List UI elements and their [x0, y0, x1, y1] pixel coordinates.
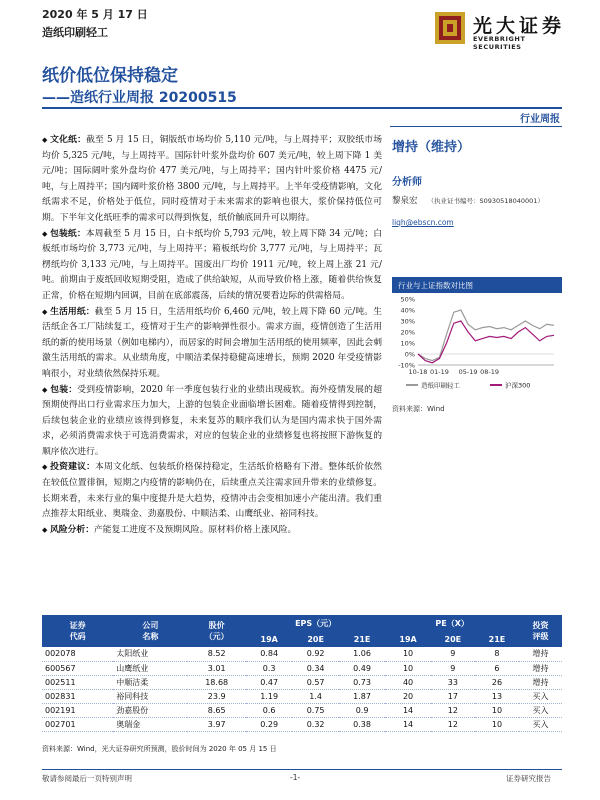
- table-cell: 山鹰纸业: [113, 661, 187, 675]
- table-cell: 23.9: [187, 689, 246, 703]
- chart-plot: [392, 293, 562, 397]
- paragraph-culture-paper: [42, 133, 382, 227]
- table-cell: 0.84: [246, 647, 292, 661]
- table-cell: 14: [385, 703, 431, 717]
- industry-category: 造纸印刷轻工: [42, 26, 108, 39]
- paragraph-text: 产能复工进度不及预期风险。原材料价格上涨风险。: [94, 524, 297, 535]
- paragraph-lead: 包装纸：: [50, 228, 86, 239]
- y-tick-label: 10%: [400, 339, 415, 348]
- table-cell: 33: [431, 675, 475, 689]
- paragraph-lead: 包装：: [50, 384, 78, 395]
- analyst-name: 黎泉宏: [392, 196, 418, 206]
- table-cell: 002511: [42, 675, 113, 689]
- table-header: 19A: [246, 631, 292, 647]
- table-cell: 12: [431, 703, 475, 717]
- table-cell: 13: [475, 689, 519, 703]
- table-row: [42, 675, 562, 689]
- paragraph-investment-advice: [42, 460, 382, 522]
- everbright-logo-icon: [433, 10, 467, 46]
- table-cell: 0.34: [292, 661, 338, 675]
- table-cell: 买入: [519, 689, 562, 703]
- table-header: 公司 名称: [113, 615, 187, 647]
- y-tick-label: 20%: [400, 328, 415, 337]
- everbright-logo: [433, 8, 573, 51]
- table-cell: 中顺洁柔: [113, 675, 187, 689]
- analyst-email-link[interactable]: liqh@ebscn.com: [392, 218, 454, 227]
- table-cell: 0.32: [292, 717, 338, 731]
- table-header: 21E: [475, 631, 519, 647]
- table-cell: 0.9: [339, 703, 385, 717]
- table-cell: 8.65: [187, 703, 246, 717]
- chart-title: 行业与上证指数对比图: [392, 277, 562, 293]
- report-date: 2020 年 5 月 17 日: [42, 8, 148, 21]
- y-tick-label: 40%: [400, 306, 415, 315]
- bullet-icon: ◆: [42, 136, 48, 144]
- paragraph-lead: 投资建议：: [50, 462, 96, 473]
- table-cell: 0.3: [246, 661, 292, 675]
- table-cell: 1.4: [292, 689, 338, 703]
- y-tick-label: 50%: [400, 295, 415, 304]
- table-header: 20E: [431, 631, 475, 647]
- table-cell: 18.68: [187, 675, 246, 689]
- table-header: 投资 评级: [519, 615, 562, 647]
- table-row: [42, 689, 562, 703]
- table-cell: 002831: [42, 689, 113, 703]
- analyst-cert: （执业证书编号：S0930518040001）: [427, 197, 544, 205]
- bullet-icon: ◆: [42, 229, 48, 238]
- table-cell: 002191: [42, 703, 113, 717]
- report-title: 纸价低位保持稳定: [42, 66, 178, 86]
- table-cell: 1.87: [339, 689, 385, 703]
- table-header: 19A: [385, 631, 431, 647]
- legend-label: 沪深300: [505, 381, 531, 390]
- footer-report-type: 证券研究报告: [506, 774, 551, 783]
- paragraph-text: 受到疫情影响，2020 年一季度包装行业的业绩出现疲软。海外疫情发展的超预期使得出口行业需求压力加大，上游的包装企业面临增长困难。随着疫情得到控制，后续包装企业的业绩应该得到修复，未来复苏的顺序我们认为是国内需求快于国外需求，必须消费需求快于可选消费需求，对应的包装企业的业绩修复也将按照下游恢复的顺序依次进行。: [42, 384, 382, 457]
- table-cell: 8: [475, 647, 519, 661]
- table-cell: 0.73: [339, 675, 385, 689]
- table-cell: 太阳纸业: [113, 647, 187, 661]
- footer-disclaimer: 敬请参阅最后一页特别声明: [42, 774, 132, 783]
- table-header: 股价 （元）: [187, 615, 246, 647]
- table-cell: 劲嘉股份: [113, 703, 187, 717]
- bullet-icon: ◆: [42, 525, 48, 534]
- table-cell: 增持: [519, 661, 562, 675]
- table-header: 20E: [292, 631, 338, 647]
- side-column: [392, 133, 562, 227]
- table-cell: 26: [475, 675, 519, 689]
- table-cell: 9: [431, 647, 475, 661]
- table-cell: 10: [475, 703, 519, 717]
- table-cell: 0.57: [292, 675, 338, 689]
- table-cell: 002701: [42, 717, 113, 731]
- table-cell: 9: [431, 661, 475, 675]
- analyst-line: [392, 194, 562, 206]
- table-cell: 14: [385, 717, 431, 731]
- x-tick-label: 10-18: [408, 368, 428, 376]
- table-cell: 0.29: [246, 717, 292, 731]
- table-cell: 10: [385, 647, 431, 661]
- table-cell: 裕同科技: [113, 689, 187, 703]
- table-cell: 600567: [42, 661, 113, 675]
- table-cell: 10: [475, 717, 519, 731]
- table-cell: 奥瑞金: [113, 717, 187, 731]
- paragraph-lead: 风险分析：: [50, 524, 94, 535]
- table-cell: 增持: [519, 647, 562, 661]
- table-cell: 3.97: [187, 717, 246, 731]
- paragraph-risk: [42, 523, 382, 539]
- table-cell: 0.49: [339, 661, 385, 675]
- table-cell: 买入: [519, 717, 562, 731]
- logo-text-cn: 光大证券: [473, 15, 566, 37]
- table-cell: 20: [385, 689, 431, 703]
- table-cell: 6: [475, 661, 519, 675]
- report-type-tag: 行业周报: [520, 114, 560, 125]
- x-tick-label: 01-19: [430, 368, 449, 376]
- table-cell: 增持: [519, 675, 562, 689]
- comparison-chart: [392, 277, 562, 397]
- paragraph-text: 本周文化纸、包装纸价格保持稳定，生活纸价格略有下滑。整体纸价依然在较低位置徘徊，短期之内疫情的影响仍在，后续重点关注需求回升带来的业绩修复。长期来看，未来行业的集中度提升是大趋势，疫情冲击会变相加速小产能出清。我们重点推荐太阳纸业、奥瑞金、劲嘉股份、中顺洁柔、山鹰纸业、裕同科技。: [42, 462, 382, 520]
- table-header-eps: EPS（元）: [246, 615, 385, 631]
- paragraph-lead: 生活用纸：: [50, 306, 95, 317]
- table-row: [42, 661, 562, 675]
- legend-label: 造纸印刷轻工: [421, 381, 460, 390]
- table-cell: 1.19: [246, 689, 292, 703]
- table-cell: 10: [385, 661, 431, 675]
- y-tick-label: 30%: [400, 317, 415, 326]
- table-source: 资料来源：Wind，光大证券研究所预测，股价时间为 2020 年 05 月 15 日: [42, 745, 277, 753]
- paragraph-packaging-paper: [42, 227, 382, 305]
- table-cell: 1.06: [339, 647, 385, 661]
- title-divider: [42, 107, 562, 109]
- table-header: 证券 代码: [42, 615, 113, 647]
- logo-text-en: EVERBRIGHT SECURITIES: [473, 35, 526, 51]
- paragraph-household-paper: [42, 305, 382, 383]
- table-cell: 17: [431, 689, 475, 703]
- table-cell: 3.01: [187, 661, 246, 675]
- chart-source: 资料来源：Wind: [392, 405, 445, 413]
- bullet-icon: ◆: [42, 463, 48, 472]
- table-cell: 8.52: [187, 647, 246, 661]
- analyst-heading: 分析师: [392, 177, 422, 188]
- footer-divider: [42, 769, 562, 770]
- y-tick-label: -10%: [398, 361, 415, 370]
- report-subtitle: ——造纸行业周报 20200515: [42, 90, 237, 106]
- table-cell: 12: [431, 717, 475, 731]
- rating: 增持（维持）: [392, 140, 471, 155]
- bullet-icon: ◆: [42, 385, 48, 394]
- report-type-divider: [390, 126, 562, 127]
- page-number: -1-: [290, 773, 301, 782]
- paragraph-text: 截至 5 月 15 日，生活用纸均价 6,460 元/吨，较上周下降 60 元/吨。生活纸企各工厂陆续复工，疫情对于生产的影响弹性很小。需求方面，疫情创造了生活用纸的新的使用场景（例如电梯内），而居家的时间会增加生活用纸的使用频率，因此会刺激生活用纸的需求。从业绩角度，中顺洁柔保持稳健高速增长，预期 2020 年受疫情影响很小，对业绩依然保持乐观。: [42, 306, 382, 379]
- table-cell: 0.75: [292, 703, 338, 717]
- stock-table: [42, 615, 562, 732]
- x-tick-label: 08-19: [480, 368, 500, 376]
- main-body: [42, 133, 382, 538]
- x-tick-label: 05-19: [458, 368, 478, 376]
- y-tick-label: 0%: [404, 350, 415, 359]
- paragraph-text: 截至 5 月 15 日，铜版纸市场均价 5,110 元/吨，与上周持平；双胶纸市场均价 5,325 元/吨，与上周持平。国际针叶浆外盘均价 607 美元/吨，较上周下降 1 美元/吨；国际阔叶浆外盘均价 477 美元/吨，与上周持平；国内针叶浆价格 4475 元/吨，与上周持平；国内阔叶浆价格 3800 元/吨，与上周持平。上半年受疫情影响，文化纸需求不足，价格处于低位，同时疫情对于未来需求的影响也很大，浆价保持低位可期。下半年文化纸旺季的需求可以得到恢复，纸价触底回升可以期待。: [42, 135, 382, 223]
- table-row: [42, 647, 562, 661]
- table-cell: 买入: [519, 703, 562, 717]
- table-row: [42, 717, 562, 731]
- table-header: 21E: [339, 631, 385, 647]
- table-header-pe: PE（X）: [385, 615, 519, 631]
- paragraph-lead: 文化纸：: [50, 135, 87, 145]
- bullet-icon: ◆: [42, 307, 48, 316]
- table-cell: 002078: [42, 647, 113, 661]
- table-cell: 0.6: [246, 703, 292, 717]
- table-cell: 0.47: [246, 675, 292, 689]
- paragraph-text: 本周截至 5 月 15 日，白卡纸均价 5,793 元/吨，较上周下降 34 元/吨；白板纸市场均价 3,773 元/吨，与上周持平；箱板纸均价 3,777 元/吨，与上周持平；瓦楞纸均价 3,133 元/吨，与上周持平。国废出厂均价 1911 元/吨，较上周上涨 21 元/吨。前期由于废纸回收短期受阻，造成了供给缺短，从而导致价格上涨，随着供给恢复正常，价格在短期内回调，目前在底部震荡，后续的情况要看边际的供需格局。: [42, 228, 382, 301]
- paragraph-packaging: [42, 383, 382, 461]
- table-cell: 0.92: [292, 647, 338, 661]
- table-cell: 0.38: [339, 717, 385, 731]
- table-row: [42, 703, 562, 717]
- table-cell: 40: [385, 675, 431, 689]
